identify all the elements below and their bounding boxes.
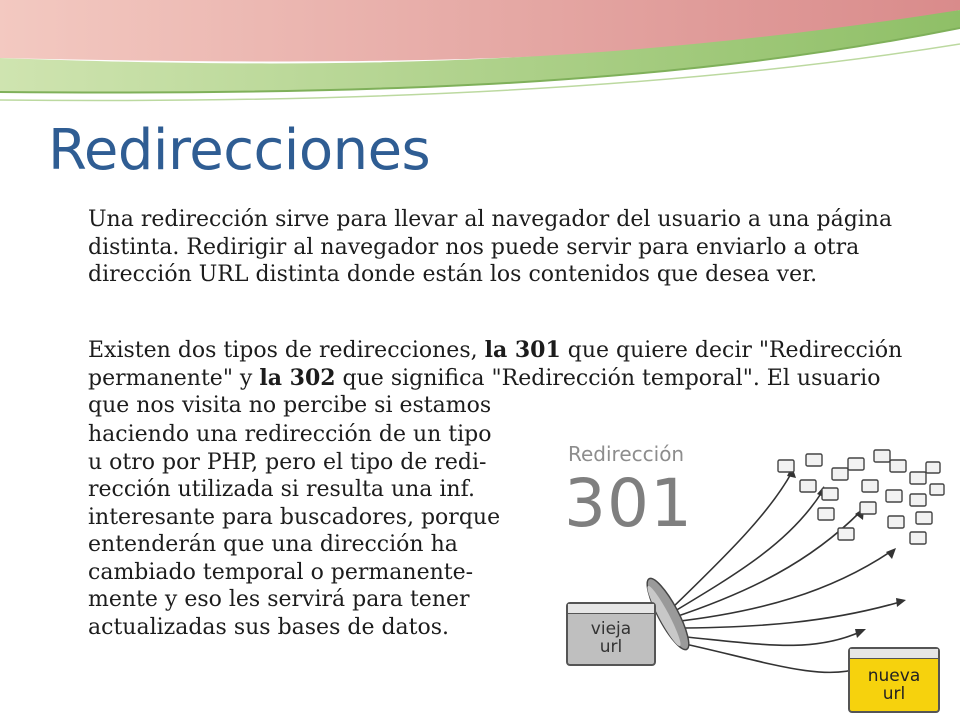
types-text-2: que quiere decir "Redirección permanente" y: [88, 338, 903, 391]
seo-line: mente y eso les servirá para tener: [88, 587, 470, 612]
figure-heading: Redirección: [568, 442, 685, 466]
types-text-1: Existen dos tipos de redirecciones,: [88, 338, 485, 363]
seo-line: interesante para buscadores, porque: [88, 504, 501, 530]
old-url-label-line-2: url: [599, 637, 623, 657]
figure-status-code: 301: [564, 465, 693, 542]
old-url-window: [566, 602, 656, 666]
seo-line: u otro por PHP, pero el tipo de redi-: [88, 449, 487, 475]
seo-line: actualizadas sus bases de datos.: [88, 614, 450, 640]
intro-paragraph: Una redirección sirve para llevar al navegador del usuario a una página distinta. Redirigir al navegador nos puede servir para enviarlo a otra dirección URL distinta donde están los contenidos que desea ver.: [88, 207, 893, 287]
new-url-label-line-1: nueva: [867, 666, 921, 686]
window-title-bar: [568, 604, 654, 614]
window-title-bar: [850, 649, 938, 659]
decorative-wave-banner: [0, 0, 960, 110]
redirect-illustration: [560, 432, 960, 720]
code-301-bold: la 301: [484, 337, 561, 363]
code-302-bold: la 302: [259, 364, 336, 391]
seo-line: rección utilizada si resulta una inf.: [88, 477, 475, 502]
seo-line: entenderán que una dirección ha: [88, 532, 458, 557]
new-url-label-line-2: url: [882, 684, 906, 704]
new-url-label: [850, 667, 938, 703]
old-url-label-line-1: vieja: [590, 619, 632, 639]
old-url-label: [568, 620, 654, 656]
seo-line: cambiado temporal o permanente-: [88, 559, 474, 585]
seo-line: haciendo una redirección de un tipo: [88, 422, 492, 447]
types-text-3: que significa "Redirección temporal". El usuario que nos visita no percibe si estamos: [88, 365, 881, 418]
slide-title: Redirecciones: [48, 118, 431, 183]
seo-paragraph: [88, 421, 558, 641]
types-paragraph: [88, 337, 908, 420]
new-url-window: [848, 647, 940, 713]
